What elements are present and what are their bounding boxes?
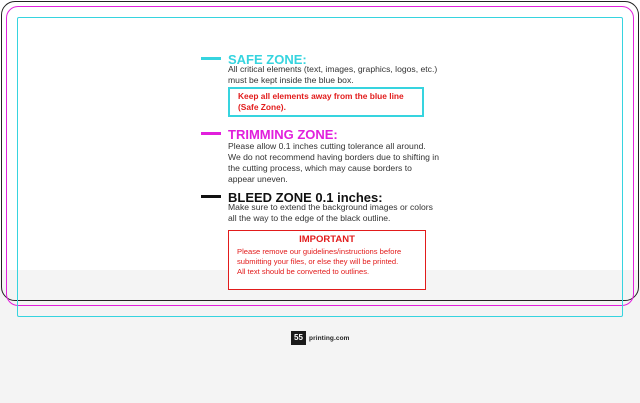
trimming-zone-line: Please allow 0.1 inches cutting tolerance all around. — [228, 141, 426, 151]
bleed-zone-description — [228, 202, 433, 224]
trimming-zone-line: the cutting process, which may cause borders to — [228, 163, 412, 173]
important-title: IMPORTANT — [299, 234, 355, 245]
important-line: Please remove our guidelines/instructions before — [237, 247, 402, 256]
safe-zone-note-box — [228, 87, 424, 117]
trimming-zone-line: We do not recommend having borders due to shifting in — [228, 152, 439, 162]
important-line: All text should be converted to outlines. — [237, 267, 370, 276]
safe-zone-description — [228, 64, 437, 86]
bleed-zone-legend-dash — [201, 195, 221, 198]
important-line: submitting your files, or else they will be printed. — [237, 257, 399, 266]
brand-logo-text: printing.com — [309, 334, 350, 342]
trimming-zone-legend-dash — [201, 132, 221, 135]
safe-zone-line: All critical elements (text, images, graphics, logos, etc.) — [228, 64, 438, 74]
important-notice-box — [228, 230, 426, 290]
safe-zone-heading: SAFE ZONE: — [228, 52, 307, 67]
bleed-zone-heading: BLEED ZONE 0.1 inches: — [228, 190, 383, 205]
brand-logo — [291, 331, 350, 345]
important-description — [237, 247, 417, 277]
trimming-zone-description — [228, 141, 439, 185]
safe-zone-legend-dash — [201, 57, 221, 60]
safe-zone-line: must be kept inside the blue box. — [228, 75, 354, 85]
trimming-zone-heading: TRIMMING ZONE: — [228, 127, 338, 142]
trimming-zone-line: appear uneven. — [228, 174, 288, 184]
bleed-zone-line: all the way to the edge of the black outline. — [228, 213, 391, 223]
safe-zone-note-line: Keep all elements away from the blue line — [238, 91, 404, 101]
bleed-zone-line: Make sure to extend the background images or colors — [228, 202, 433, 212]
brand-logo-mark: 55 — [291, 331, 306, 345]
safe-zone-note-line: (Safe Zone). — [238, 102, 286, 112]
